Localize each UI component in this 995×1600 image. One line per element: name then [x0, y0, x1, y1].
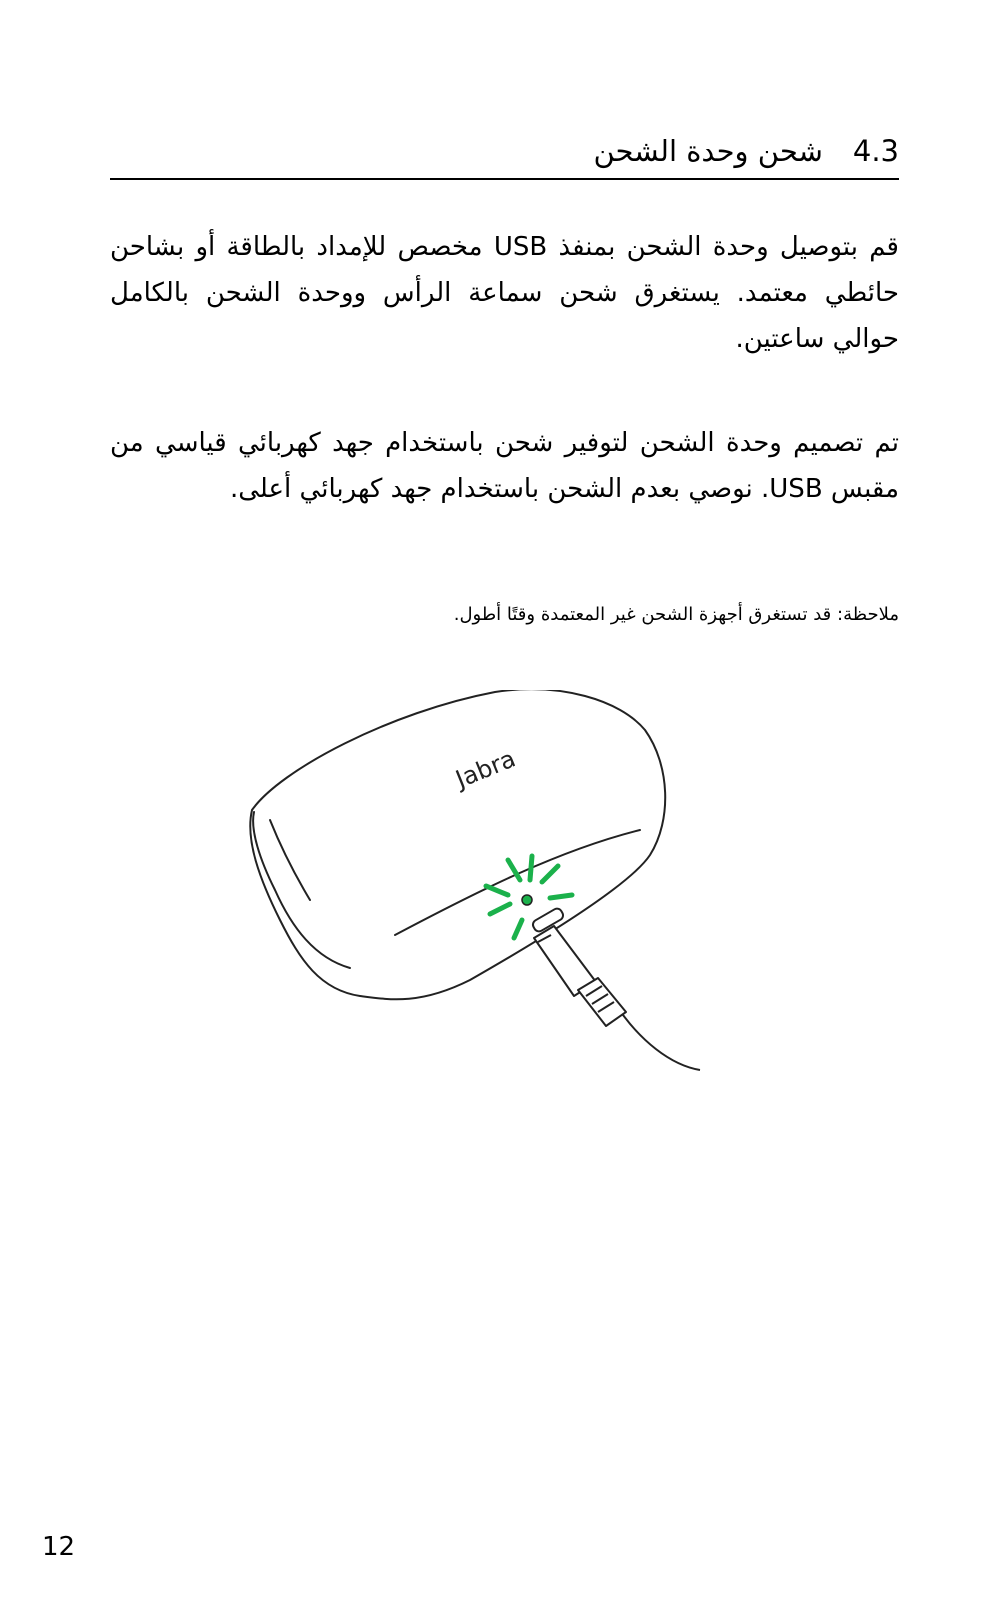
charging-instructions-paragraph: قم بتوصيل وحدة الشحن بمنفذ USB مخصص للإمداد بالطاقة أو بشاحن حائطي معتمد. يستغرق شحن سماعة الرأس ووحدة الشحن بالكامل حوالي ساعتين. [110, 232, 899, 354]
section-number: 4.3 [852, 134, 899, 168]
heading-divider [110, 178, 899, 180]
section-title: شحن وحدة الشحن [593, 134, 823, 168]
section-heading [110, 128, 899, 174]
page-number: 12 [42, 1532, 76, 1562]
usb-cable-icon [534, 926, 700, 1070]
led-dot [522, 895, 532, 905]
voltage-info-paragraph: تم تصميم وحدة الشحن لتوفير شحن باستخدام جهد كهربائي قياسي من مقبس USB. نوصي بعدم الشحن باستخدام جهد كهربائي أعلى. [110, 428, 899, 504]
charging-case-illustration [240, 690, 740, 1110]
charging-case-icon [240, 690, 740, 1110]
charging-note: ملاحظة: قد تستغرق أجهزة الشحن غير المعتمدة وقتًا أطول. [453, 604, 899, 625]
jabra-logo: Jabra [451, 744, 520, 794]
